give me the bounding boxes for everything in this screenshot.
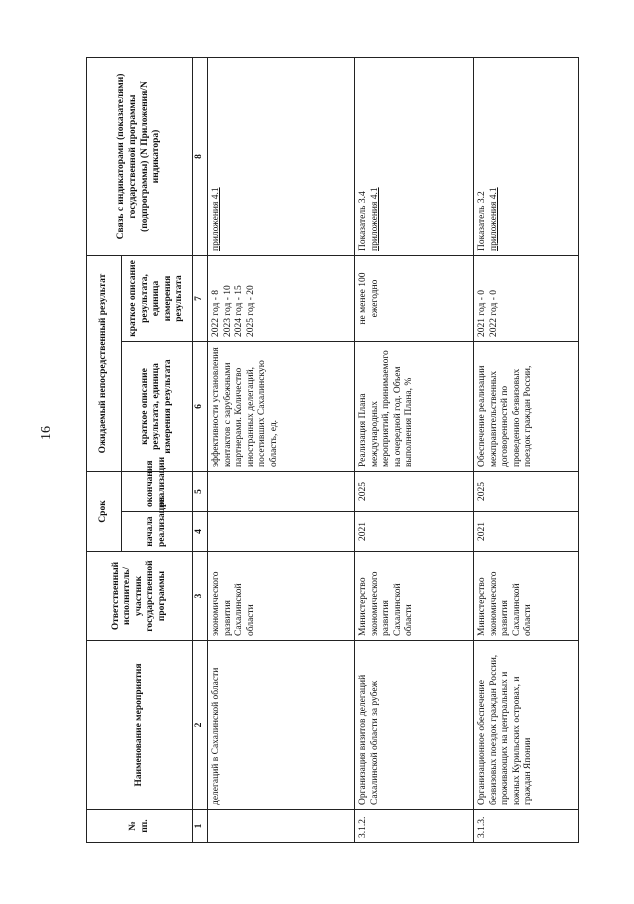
row-responsible: экономического развития Сахалинской области [208,552,355,641]
header-num: № пп. [87,810,193,843]
column-number: 4 [193,512,208,552]
row-value-line: 2023 год - 10 [222,285,233,337]
row-value-line: 2024 год - 15 [234,285,245,337]
row-start: 2021 [474,512,579,552]
column-number: 6 [193,342,208,472]
row-num: 3.1.3. [474,810,579,843]
row-value-line: не менее 100 ежегодно [358,272,380,325]
row-end: 2025 [355,472,474,512]
column-number: 8 [193,58,208,256]
header-responsible: Ответственный исполнитель/участник государственной программы [87,552,193,641]
header-link: Связь с индикаторами (показателями) государственной программы (подпрограммы) (N Приложения/N индикатора) [87,58,193,256]
header-expected-value: краткое описание результата, единица измерения результата [122,256,193,342]
header-term-end: окончания реализации [122,472,193,512]
row-num [208,810,355,843]
header-name: Наименование мероприятия [87,641,193,810]
header-expected: Ожидаемый непосредственный результат [87,256,122,472]
row-link [208,58,355,256]
column-number: 1 [193,810,208,843]
column-number: 2 [193,641,208,810]
row-start [208,512,355,552]
row-values [208,256,355,342]
row-num: 3.1.2. [355,810,474,843]
plan-table [86,57,579,843]
row-value-line: 2025 год - 20 [245,285,256,337]
row-name: делегаций в Сахалинской области [208,641,355,810]
row-responsible: Министерство экономического развития Сахалинской области [355,552,474,641]
row-link [474,58,579,256]
row-name: Организационное обеспечение безвизовых поездок граждан России, проживающих на центральных и южных Курильских островах, и граждан Японии [474,641,579,810]
page-number: 16 [39,426,54,440]
column-number: 3 [193,552,208,641]
row-values [355,256,474,342]
row-link-ref: приложения 4.1 [369,187,380,251]
row-name: Организация визитов делегаций Сахалинской области за рубеж [355,641,474,810]
rotated-table-container [86,58,588,843]
column-number-row [193,58,208,843]
row-link-ref: приложения 4.1 [211,187,221,251]
row-start: 2021 [355,512,474,552]
header-term-start: начала реализации [122,512,193,552]
row-values [474,256,579,342]
table-row-3-1-3 [474,58,579,843]
column-number: 5 [193,472,208,512]
row-link-ref: приложения 4.1 [488,187,499,251]
column-number: 7 [193,256,208,342]
row-value-line: 2022 год - 8 [211,289,221,337]
row-value-line: 2022 год - 0 [488,289,499,337]
table-row-continued [208,58,355,843]
row-end: 2025 [474,472,579,512]
header-term: Срок [87,472,122,552]
row-desc: Реализация Плана международных мероприятий, принимаемого на очередной год. Объем выполнения Плана, % [355,342,474,472]
row-link-text: Показатель 3.4 [358,191,368,251]
row-link [355,58,474,256]
row-link-text: Показатель 3.2 [477,191,487,251]
header-row-1 [87,58,122,843]
table-row-3-1-2 [355,58,474,843]
row-value-line: 2021 год - 0 [477,289,487,337]
row-desc: Обеспечение реализации межправительственных договоренностей по проведению безвизовых поездок граждан России, [474,342,579,472]
row-end [208,472,355,512]
row-desc: эффективности установления контактов с зарубежными партнерами. Количество иностранных делегаций, посетивших Сахалинскую область, ед. [208,342,355,472]
row-responsible: Министерство экономического развития Сахалинской области [474,552,579,641]
header-expected-desc: краткое описание результата, единица измерения результата [122,342,193,472]
